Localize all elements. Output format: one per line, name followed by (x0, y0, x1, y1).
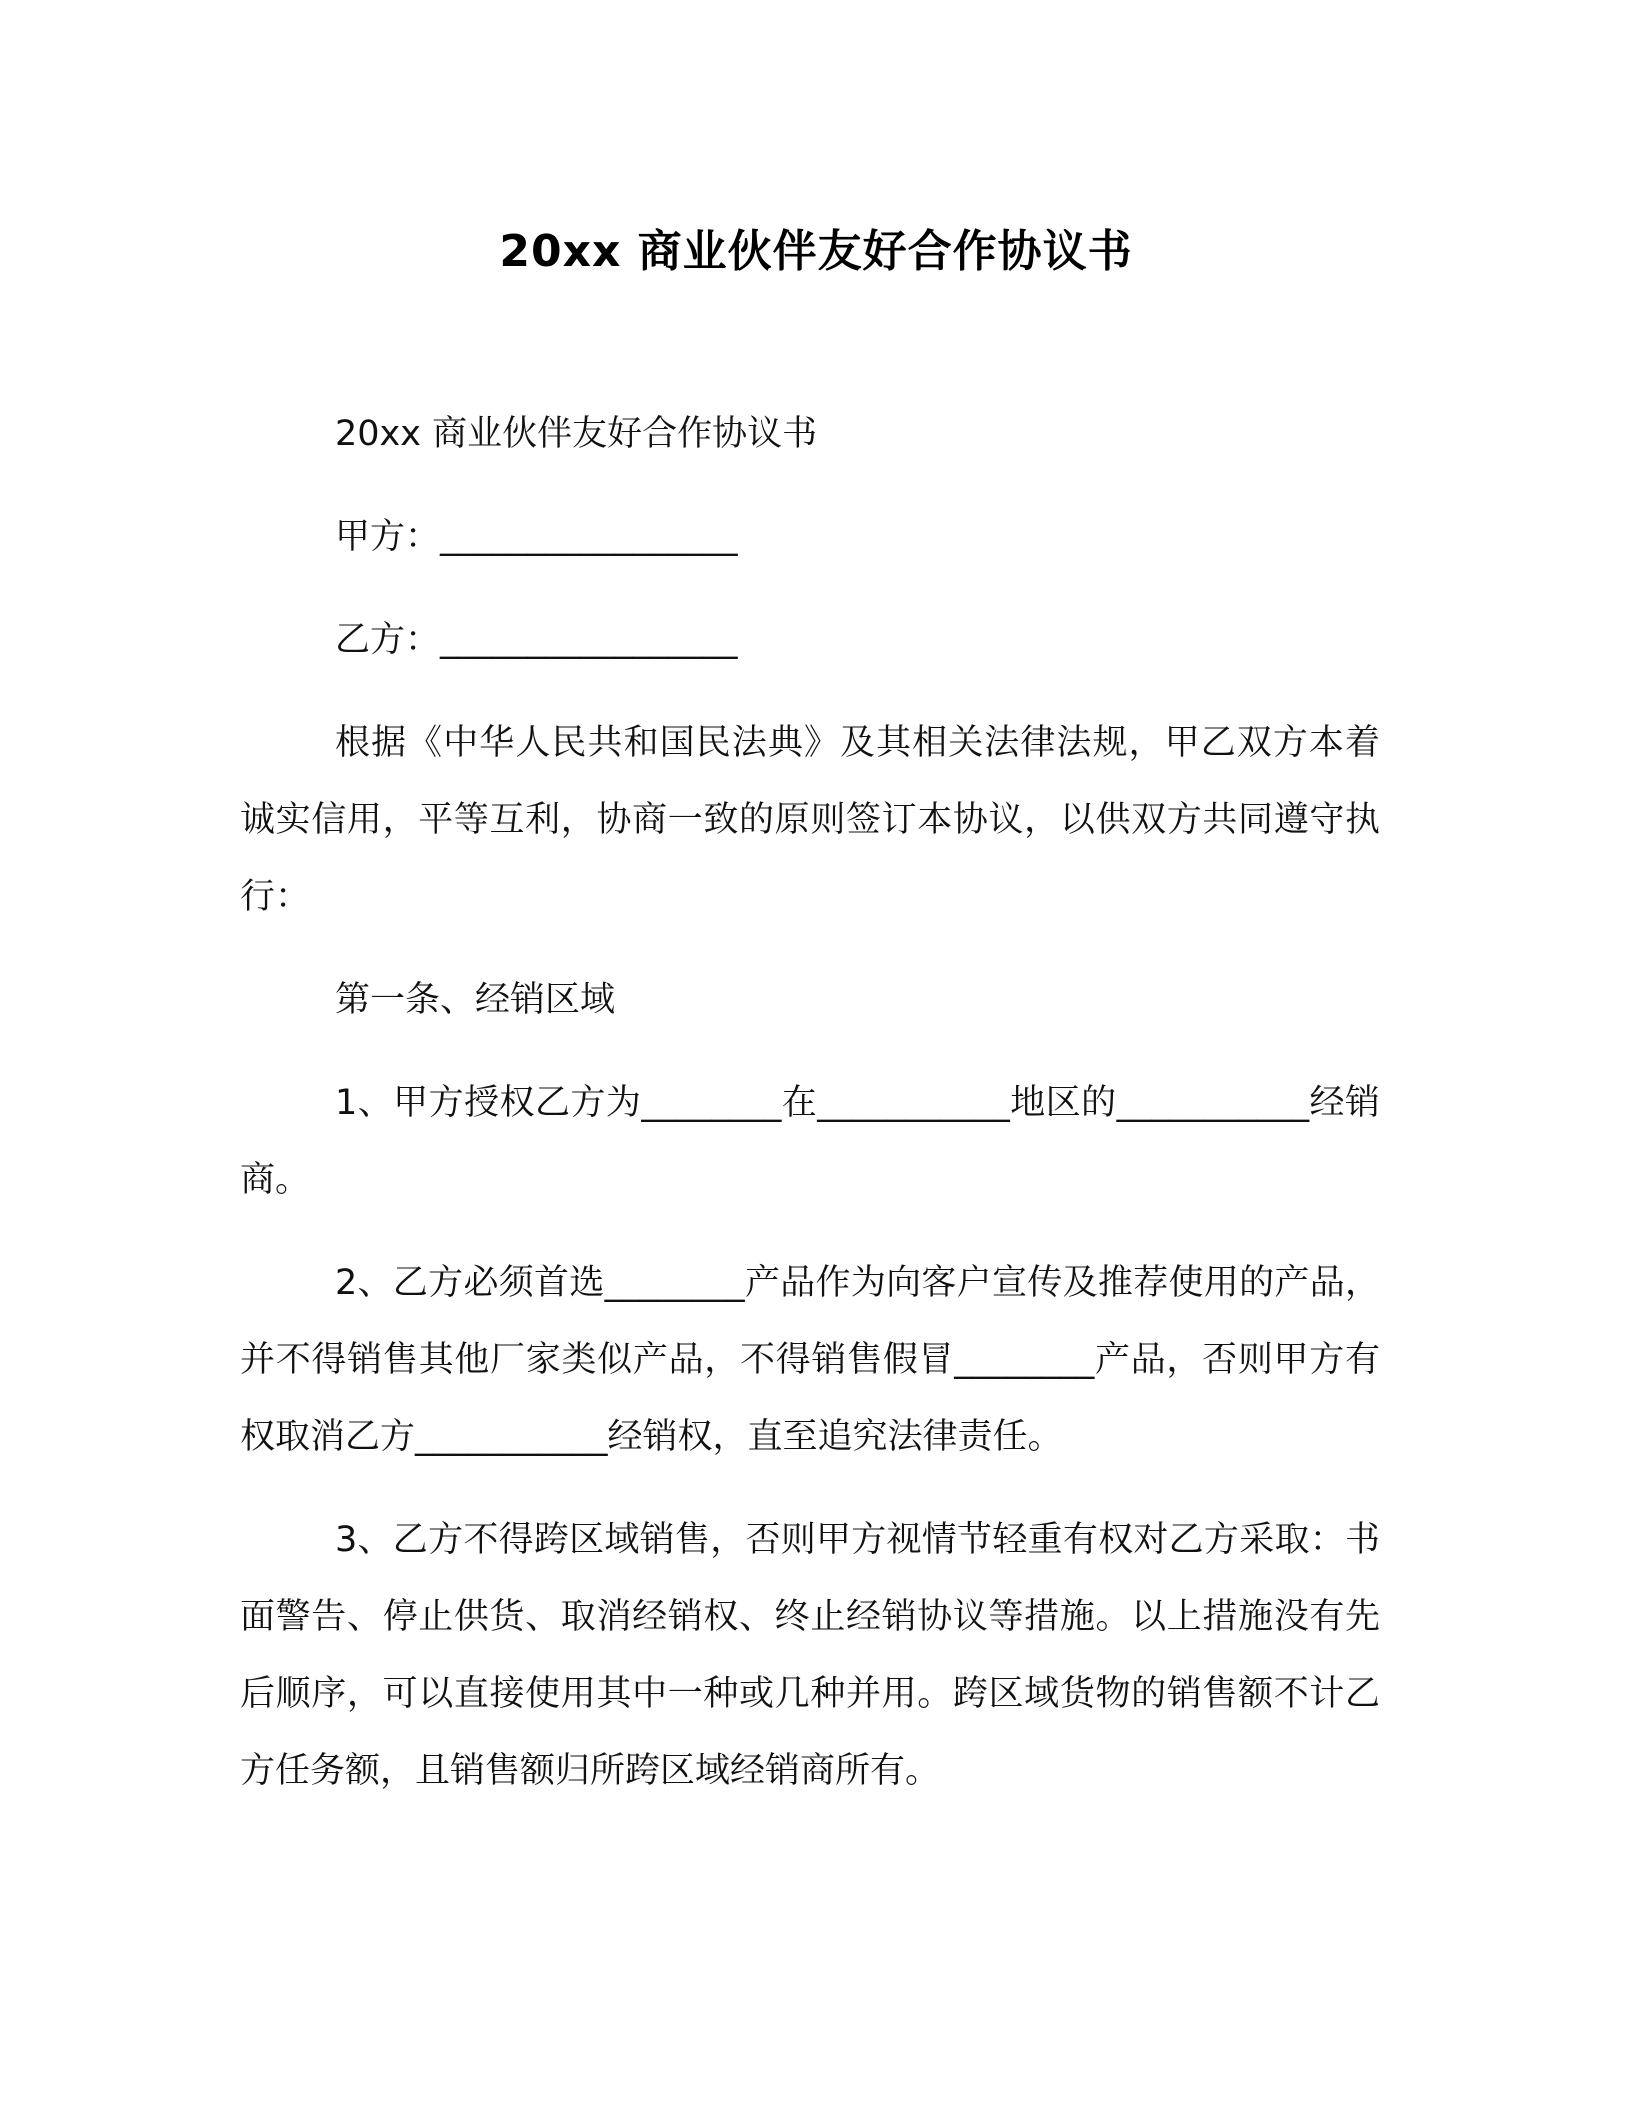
article-one-heading: 第一条、经销区域 (335, 980, 616, 1020)
document-title: 20xx 商业伙伴友好合作协议书 (499, 226, 1133, 277)
clause-1: 1、甲方授权乙方为________在___________地区的___________经销商。 (240, 1083, 1380, 1200)
preamble-paragraph: 根据《中华人民共和国民法典》及其相关法律法规，甲乙双方本着诚实信用，平等互利，协商一致的原则签订本协议，以供双方共同遵守执行： (240, 723, 1380, 917)
subtitle-paragraph: 20xx 商业伙伴友好合作协议书 (335, 414, 818, 454)
clause-2: 2、乙方必须首选________产品作为向客户宣传及推荐使用的产品，并不得销售其他厂家类似产品，不得销售假冒________产品，否则甲方有权取消乙方___________经销权，直至追究法律责任。 (240, 1263, 1380, 1457)
clause-3: 3、乙方不得跨区域销售，否则甲方视情节轻重有权对乙方采取：书面警告、停止供货、取消经销权、终止经销协议等措施。以上措施没有先后顺序，可以直接使用其中一种或几种并用。跨区域货物的销售额不计乙方任务额，且销售额归所跨区域经销商所有。 (240, 1520, 1380, 1791)
party-a-line: 甲方：_________________ (335, 517, 738, 557)
document-body (240, 396, 1380, 1836)
party-b-line: 乙方：_________________ (335, 620, 738, 660)
